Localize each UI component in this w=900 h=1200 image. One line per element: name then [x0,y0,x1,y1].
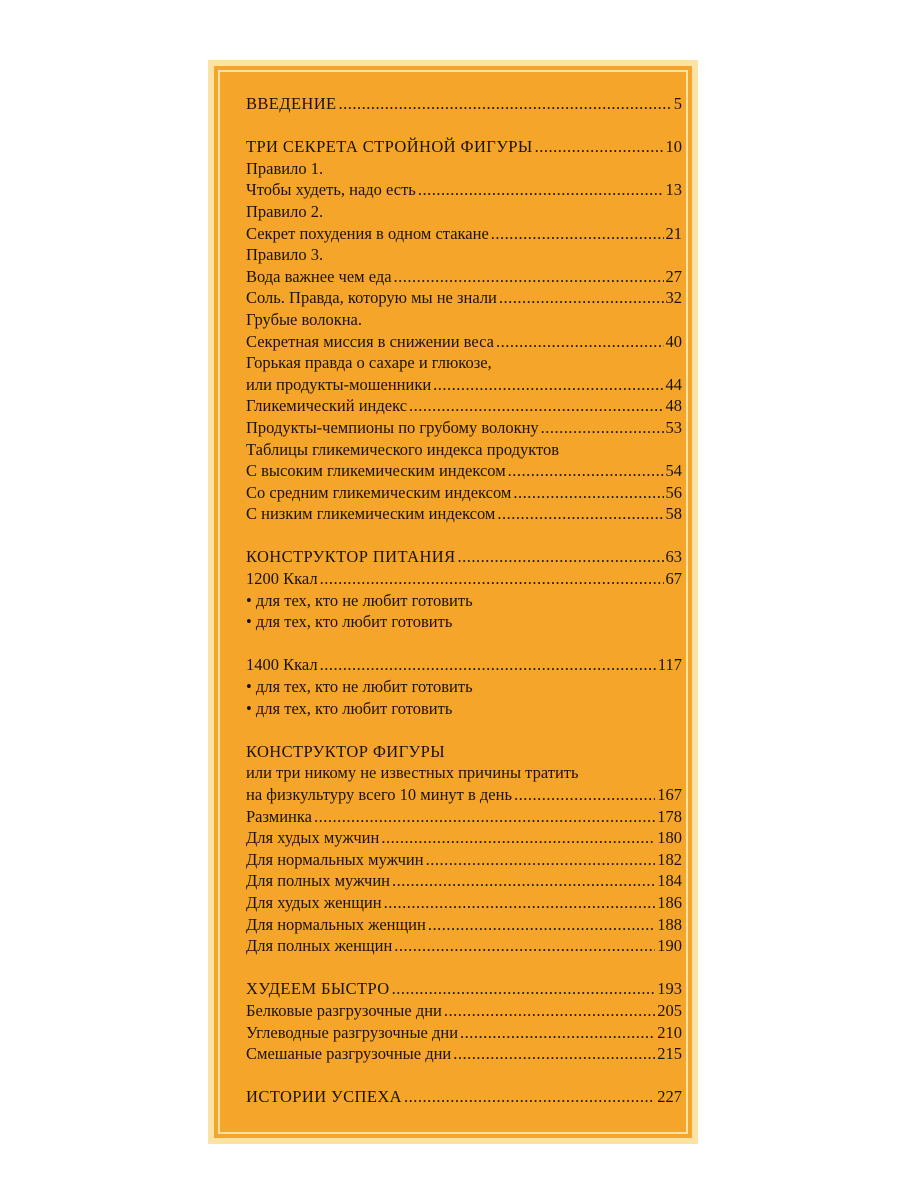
toc-section-heading[interactable] [246,978,682,1000]
toc-leader-dots [541,417,664,439]
toc-leader-dots [392,978,656,1000]
toc-leader-dots [320,654,656,676]
toc-entry-intro[interactable] [246,93,682,115]
toc-panel [208,60,698,1144]
toc-section-title: ИСТОРИИ УСПЕХА [246,1087,402,1107]
toc-gap [246,719,682,741]
toc-section-title: КОНСТРУКТОР ФИГУРЫ [246,741,445,761]
toc-leader-dots [508,460,664,482]
toc-page-number: 205 [657,1000,682,1020]
toc-item[interactable] [246,870,682,892]
toc-leader-dots [496,331,664,353]
toc-leader-dots [444,1000,655,1022]
toc-entry-text: Разминка [246,806,312,826]
toc-item[interactable] [246,654,682,676]
toc-leader-dots [460,1022,655,1044]
toc-entry-text: Вода важнее чем еда [246,266,392,286]
toc-item-label [246,352,682,374]
toc-page-number: 210 [657,1022,682,1042]
toc-item[interactable] [246,482,682,504]
toc-section-heading[interactable] [246,1086,682,1108]
toc-page-number: 182 [657,849,682,869]
toc-item[interactable] [246,1043,682,1065]
toc-item-label [246,611,682,633]
toc-entry-text: Секрет похудения в одном стакане [246,223,489,243]
toc-leader-dots [320,568,664,590]
toc-item[interactable] [246,374,682,396]
toc-leader-dots [491,223,664,245]
toc-entry-text: Для худых женщин [246,892,382,912]
toc-leader-dots [314,806,655,828]
toc-entry-text: Секретная миссия в снижении веса [246,331,494,351]
toc-page-number: 10 [665,137,682,157]
toc-entry-text: • для тех, кто не любит готовить [246,590,473,610]
toc-item[interactable] [246,1022,682,1044]
toc-item[interactable] [246,914,682,936]
toc-entry-text: • для тех, кто любит готовить [246,612,453,632]
toc-item-label [246,244,682,266]
toc-leader-dots [457,546,663,568]
toc-page-number: 190 [657,936,682,956]
toc-page-number: 53 [665,417,682,437]
toc-entry-text: Для полных женщин [246,936,393,956]
toc-leader-dots [499,287,664,309]
toc-page-number: 180 [657,828,682,848]
toc-page-number: 184 [657,871,682,891]
toc-page-number: 48 [665,396,682,416]
toc-entry-text: Гликемический индекс [246,396,408,416]
toc-item-label [246,762,682,784]
toc-entry-text: Для нормальных мужчин [246,849,424,869]
toc-page-number: 215 [657,1044,682,1064]
toc-entry-title: ВВЕДЕНИЕ [246,94,337,113]
toc-item[interactable] [246,935,682,957]
toc-item[interactable] [246,287,682,309]
toc-section-title: КОНСТРУКТОР ПИТАНИЯ [246,547,456,567]
toc-page-number: 67 [665,569,682,589]
toc-entry-text: • для тех, кто любит готовить [246,698,453,718]
toc-leader-dots [381,827,655,849]
toc-page-number: 227 [657,1087,682,1107]
toc-section-title: ХУДЕЕМ БЫСТРО [246,979,390,999]
toc-item[interactable] [246,266,682,288]
toc-entry-text: Чтобы худеть, надо есть [246,180,416,200]
toc-item[interactable] [246,827,682,849]
toc-entry-text: Со средним гликемическим индексом [246,482,512,502]
toc-page-number: 167 [657,785,682,804]
toc-section-title: ТРИ СЕКРЕТА СТРОЙНОЙ ФИГУРЫ [246,137,533,157]
toc-section-heading[interactable] [246,136,682,158]
toc-page-number: 117 [657,655,682,675]
toc-item[interactable] [246,331,682,353]
toc-item[interactable] [246,395,682,417]
toc-leader-dots [418,179,664,201]
toc-page-number: 27 [665,266,682,286]
toc-leader-dots [497,503,663,525]
toc-page-number: 58 [665,504,682,524]
toc-gap [246,115,682,137]
toc-page-number: 40 [665,331,682,351]
toc-entry-text: Грубые волокна. [246,309,362,329]
toc-gap [246,957,682,979]
toc-page-number: 54 [665,461,682,481]
toc-entry-text: Правило 1. [246,158,324,178]
toc-leader-dots [514,784,655,806]
toc-entry-text: 1200 Ккал [246,569,318,589]
toc-item[interactable] [246,503,682,525]
toc-page-number: 5 [673,94,682,113]
table-of-contents [246,93,682,1108]
toc-entry-text: Таблицы гликемического индекса продуктов [246,439,560,459]
toc-leader-dots [394,266,664,288]
toc-item[interactable] [246,417,682,439]
toc-leader-dots [394,935,655,957]
toc-item-label [246,201,682,223]
toc-leader-dots [433,374,663,396]
toc-gap [246,1065,682,1087]
toc-entry-text: С низким гликемическим индексом [246,504,496,524]
toc-leader-dots [404,1086,655,1108]
toc-entry-text: Соль. Правда, которую мы не знали [246,288,497,308]
toc-entry-text: Горькая правда о сахаре и глюкозе, [246,353,492,373]
toc-leader-dots [453,1043,655,1065]
toc-entry-text: Смешаные разгрузочные дни [246,1044,452,1064]
toc-entry-text: Углеводные разгрузочные дни [246,1022,459,1042]
toc-section-heading[interactable] [246,741,682,763]
toc-entry-text: Продукты-чемпионы по грубому волокну [246,417,539,437]
toc-entry-text: Белковые разгрузочные дни [246,1000,442,1020]
toc-entry-text: или продукты-мошенники [246,374,432,394]
toc-item[interactable] [246,568,682,590]
toc-page-number: 193 [657,979,682,999]
toc-leader-dots [513,482,663,504]
toc-item[interactable] [246,784,682,806]
toc-item-label [246,158,682,180]
toc-entry-text: Правило 3. [246,245,324,265]
toc-item[interactable] [246,849,682,871]
toc-item[interactable] [246,892,682,914]
toc-item-label [246,439,682,461]
toc-leader-dots [428,914,655,936]
toc-page-number: 44 [665,374,682,394]
toc-page-number: 13 [665,180,682,200]
toc-section-heading[interactable] [246,546,682,568]
toc-item[interactable] [246,179,682,201]
toc-entry-text: Для худых мужчин [246,828,380,848]
toc-page-number: 63 [665,547,682,567]
toc-item-label [246,590,682,612]
toc-page-number: 188 [657,914,682,934]
toc-item[interactable] [246,223,682,245]
toc-entry-text: Для нормальных женщин [246,914,426,934]
toc-item-label [246,698,682,720]
toc-leader-dots [409,395,663,417]
toc-item[interactable] [246,806,682,828]
toc-entry-text: • для тех, кто не любит готовить [246,677,473,697]
toc-entry-text: С высоким гликемическим индексом [246,461,506,481]
toc-entry-text: Правило 2. [246,201,324,221]
toc-page-number: 21 [665,223,682,243]
toc-leader-dots [392,870,655,892]
toc-leader-dots [426,849,656,871]
toc-gap [246,525,682,547]
toc-gap [246,633,682,655]
toc-item[interactable] [246,460,682,482]
toc-leader-dots [339,93,672,115]
toc-page-number: 56 [665,482,682,502]
toc-item[interactable] [246,1000,682,1022]
toc-item-label [246,676,682,698]
toc-leader-dots [384,892,656,914]
toc-item-label [246,309,682,331]
toc-entry-text: или три никому не известных причины тратить [246,763,579,783]
toc-entry-text: 1400 Ккал [246,655,318,675]
toc-entry-text: на физкультуру всего 10 минут в день [246,785,512,804]
toc-page-number: 32 [665,288,682,308]
toc-leader-dots [535,136,664,158]
toc-page-number: 186 [657,892,682,912]
toc-page-number: 178 [657,806,682,826]
toc-entry-text: Для полных мужчин [246,871,391,891]
